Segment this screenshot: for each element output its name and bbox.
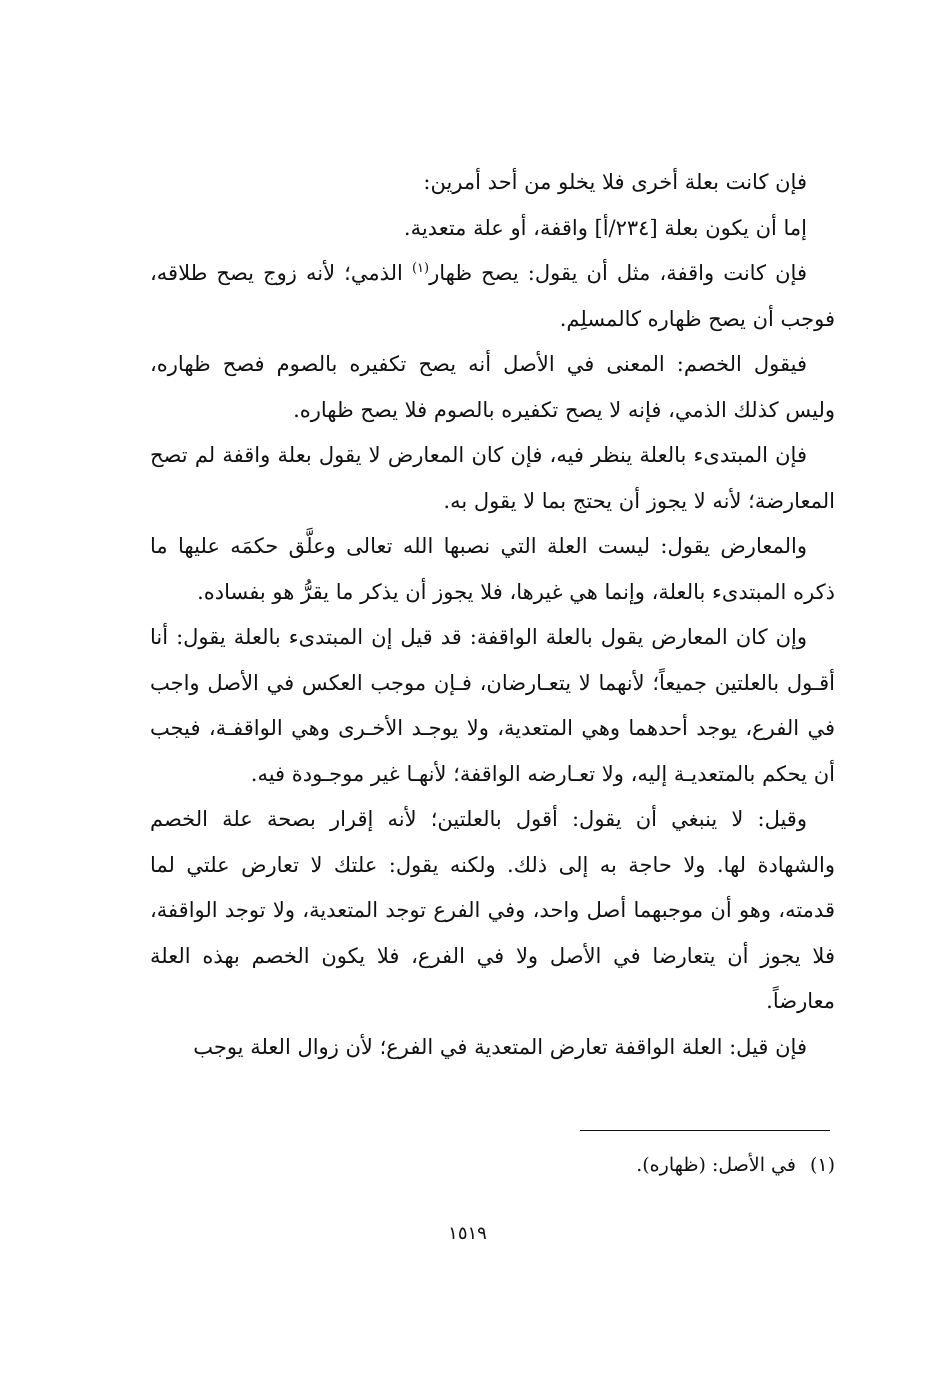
footnote-divider xyxy=(580,1130,830,1131)
paragraph-6: والمعارض يقول: ليست العلة التي نصبها الله تعالى وعلَّق حكمَه عليها ما ذكره المبتدىء بالعلة، وإنما هي غيرها، فلا يجوز أن يذكر ما يقرُّ هو بفساده. xyxy=(150,534,835,604)
paragraph-4: فيقول الخصم: المعنى في الأصل أنه يصح تكفيره بالصوم فصح ظهاره، وليس كذلك الذمي، فإنه لا يصح تكفيره بالصوم فلا يصح ظهاره. xyxy=(150,352,835,422)
paragraph-2: إما أن يكون بعلة [٢٣٤/أ] واقفة، أو علة متعدية. xyxy=(403,215,807,240)
main-text xyxy=(150,160,835,1070)
paragraph-5: فإن المبتدىء بالعلة ينظر فيه، فإن كان المعارض لا يقول بعلة واقفة لم تصح المعارضة؛ لأنه لا يجوز أن يحتج بما لا يقول به. xyxy=(150,443,835,513)
footnote-text: في الأصل: (ظهاره). xyxy=(636,1154,796,1176)
footnote-reference[interactable]: (١) xyxy=(411,261,430,276)
paragraph-3-lead: فإن كانت واقفة، مثل أن يقول: يصح ظهار xyxy=(429,261,807,285)
paragraph-3 xyxy=(150,251,835,342)
page-number: ١٥١٩ xyxy=(448,1223,487,1244)
paragraph-1: فإن كانت بعلة أخرى فلا يخلو من أحد أمرين: xyxy=(423,170,807,194)
paragraph-9: فإن قيل: العلة الواقفة تعارض المتعدية في الفرع؛ لأن زوال العلة يوجب xyxy=(193,1034,807,1059)
footnote xyxy=(150,1150,835,1180)
footnote-number: (١) xyxy=(809,1154,835,1176)
paragraph-3-rest: الذمي؛ لأنه زوج يصح طلاقه، فوجب أن يصح ظهاره كالمسلِم. xyxy=(150,261,835,331)
paragraph-7: وإن كان المعارض يقول بالعلة الواقفة: قد قيل إن المبتدىء بالعلة يقول: أنا أقـول بالعلتين جميعاً؛ لأنهما لا يتعـارضان، فـإن موجب العكس في الأصل واجب في الفرع، يوجد أحدهما وهي المتعدية، ولا يوجـد الأخـرى وهي الواقفـة، فيجب أن يحكم بالمتعديـة إليه، ولا تعـارضه الواقفة؛ لأنهـا غير موجـودة فيه. xyxy=(150,625,835,786)
paragraph-8: وقيل: لا ينبغي أن يقول: أقول بالعلتين؛ لأنه إقرار بصحة علة الخصم والشهادة لها. ولا حاجة به إلى ذلك. ولكنه يقول: علتك لا تعارض علتي لما قدمته، وهو أن موجبهما أصل واحد، وفي الفرع توجد المتعدية، ولا توجد الواقفة، فلا يجوز أن يتعارضا في الأصل ولا في الفرع، فلا يكون الخصم بهذه العلة معارضاً. xyxy=(150,807,835,1013)
